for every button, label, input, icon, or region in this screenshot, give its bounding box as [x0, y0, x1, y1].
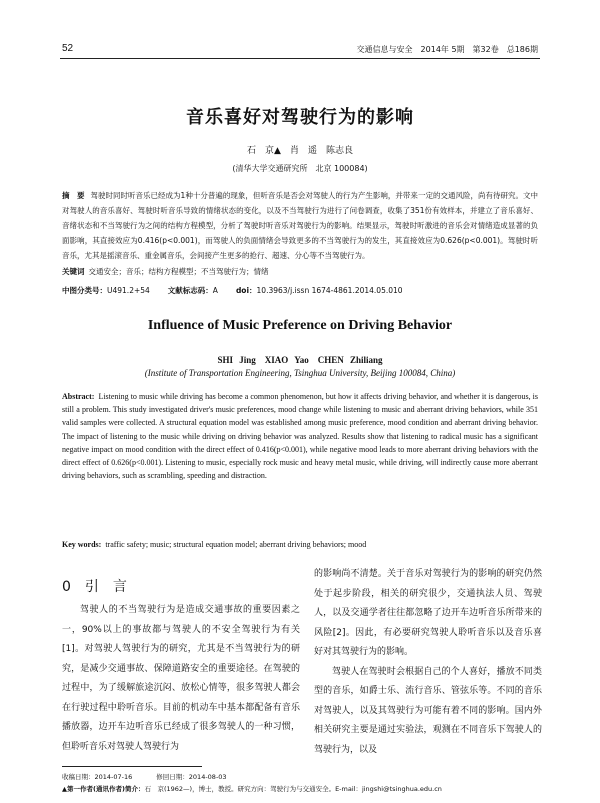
section-heading: 0 引 言	[62, 579, 127, 595]
authors-english: SHI Jing XIAO Yao CHEN Zhiliang	[217, 355, 383, 365]
author-note-label: ▲第一作者(通讯作者)简介：	[62, 785, 145, 793]
abstract-english	[62, 390, 538, 482]
abstract-chinese	[62, 188, 538, 263]
keywords-chinese-text: 交通安全；音乐；结构方程模型；不当驾驶行为；情绪	[88, 267, 269, 276]
affiliation-english: (Institute of Transportation Engineering, Tsinghua University, Beijing 100084, China)	[144, 368, 456, 378]
doi-value: 10.3963/j.issn 1674-4861.2014.05.010	[256, 286, 403, 295]
body-column-right	[314, 565, 542, 760]
header-rule	[60, 58, 540, 59]
abstract-english-label: Abstract:	[62, 392, 95, 401]
keywords-english-label: Key words:	[62, 540, 102, 549]
classification-line	[62, 283, 538, 298]
doc-code-label: 文献标志码：	[167, 286, 213, 295]
body-paragraph: 的影响尚不清楚。关于音乐对驾驶行为的影响的研究仍然处于起步阶段，相关的研究很少，交通执法人员、驾驶人，以及交通学者往往都忽略了边开车边听音乐所带来的风险[2]。因此，有必要研究驾驶人聆听音乐以及音乐喜好对其驾驶行为的影响。	[314, 569, 542, 657]
title-chinese: 音乐喜好对驾驶行为的影响	[186, 107, 414, 128]
clc-label: 中图分类号：	[62, 286, 107, 295]
keywords-english-text: traffic safety; music; structural equation model; aberrant driving behaviors; mood	[105, 540, 367, 549]
authors-chinese: 石 京▲ 肖 遥 陈志良	[247, 146, 353, 156]
abstract-english-text: Listening to music while driving has become a common phenomenon, but how it affects driving behavior, and whether it is dangerous, is still a problem. This study investigated driver's music preferences, mood change while listening to music and aberrant driving behaviors, while 351 valid samples were collected. A structural equation model was established among music preference, mood condition and aberrant driving behavior. The impact of listening to the music while driving on driving behavior was analyzed. Results show that listening to radical music has a significant negative impact on mood condition with the direct effect of 0.416(p<0.001), while negative mood leads to more aberrant driving behaviors with the direct effect of 0.626(p<0.001). Listening to music, especially rock music and heavy metal music, while driving, will indirectly cause more aberrant driving behaviors, such as scrambling, speeding and distraction.	[62, 392, 538, 481]
revised-label: 修回日期：	[156, 773, 189, 781]
revised-value: 2014-08-03	[188, 773, 227, 781]
title-english: Influence of Music Preference on Driving Behavior	[147, 318, 453, 333]
footnote-author	[62, 784, 442, 793]
page-number: 52	[62, 43, 74, 54]
received-value: 2014-07-16	[94, 773, 133, 781]
journal-info: 交通信息与安全 2014年 5期 第32卷 总186期	[356, 45, 538, 54]
footnote-dates	[62, 772, 227, 781]
body-paragraph: 驾驶人在驾驶时会根据自己的个人喜好，播放不同类型的音乐，如爵士乐、流行音乐、管弦乐等。不同的音乐对驾驶人，以及其驾驶行为可能有着不同的影响。国内外相关研究主要是通过实验法，观测在不同音乐下驾驶人的驾驶行为，以及	[314, 666, 542, 755]
doi-label: doi：	[235, 286, 257, 295]
keywords-chinese	[62, 264, 538, 279]
affiliation-chinese: (清华大学交通研究所 北京 100084)	[232, 164, 368, 173]
abstract-chinese-text: 驾驶时同时听音乐已经成为1种十分普遍的现象，但听音乐是否会对驾驶人的行为产生影响，并带来一定的交通风险，尚有待研究。文中对驾驶人的音乐喜好、驾驶时听音乐导致的情绪状态的变化，以及不当驾驶行为进行了问卷调查，收集了351份有效样本，并建立了音乐喜好、音绪状态和不当驾驶行为之间的结构方程模型，分析了驾驶时听音乐对驾驶行为的影响。结果显示，驾驶时听激进的音乐会对情绪造成显著的负面影响，其直接效应为0.416(p<0.001)，而驾驶人的负面情绪会导致更多的不当驾驶行为的发生，其直接效应为0.626(p<0.001)。驾驶时听音乐，尤其是摇滚音乐、重金属音乐，会间接产生更多的抢行、超速、分心等不当驾驶行为。	[62, 191, 538, 260]
body-paragraph: 驾驶人的不当驾驶行为是造成交通事故的重要因素之一，90%以上的事故都与驾驶人的不安全驾驶行为有关[1]。对驾驶人驾驶行为的研究，尤其是不当驾驶行为的研究，是减少交通事故、保障道路安全的重要途径。在驾驶的过程中，为了缓解旅途沉闷、放松心情等，很多驾驶人都会在行驶过程中聆听音乐。目前的机动车中基本都配备有音乐播放器，边开车边听音乐已经成了很多驾驶人的一种习惯，但聆听音乐对驾驶人驾驶行为	[62, 605, 300, 752]
keywords-english	[62, 538, 538, 551]
body-column-left	[62, 601, 300, 757]
author-note-text: 石 京(1962—)，博士，教授。研究方向：驾驶行为与交通安全。E-mail：jingshi@tsinghua.edu.cn	[144, 785, 442, 793]
footnote-rule	[62, 766, 202, 767]
doc-code-value: A	[212, 286, 218, 295]
keywords-chinese-label: 关键词	[62, 267, 85, 276]
abstract-chinese-label: 摘 要	[62, 191, 85, 200]
received-label: 收稿日期：	[62, 773, 95, 781]
clc-value: U491.2+54	[107, 286, 150, 295]
